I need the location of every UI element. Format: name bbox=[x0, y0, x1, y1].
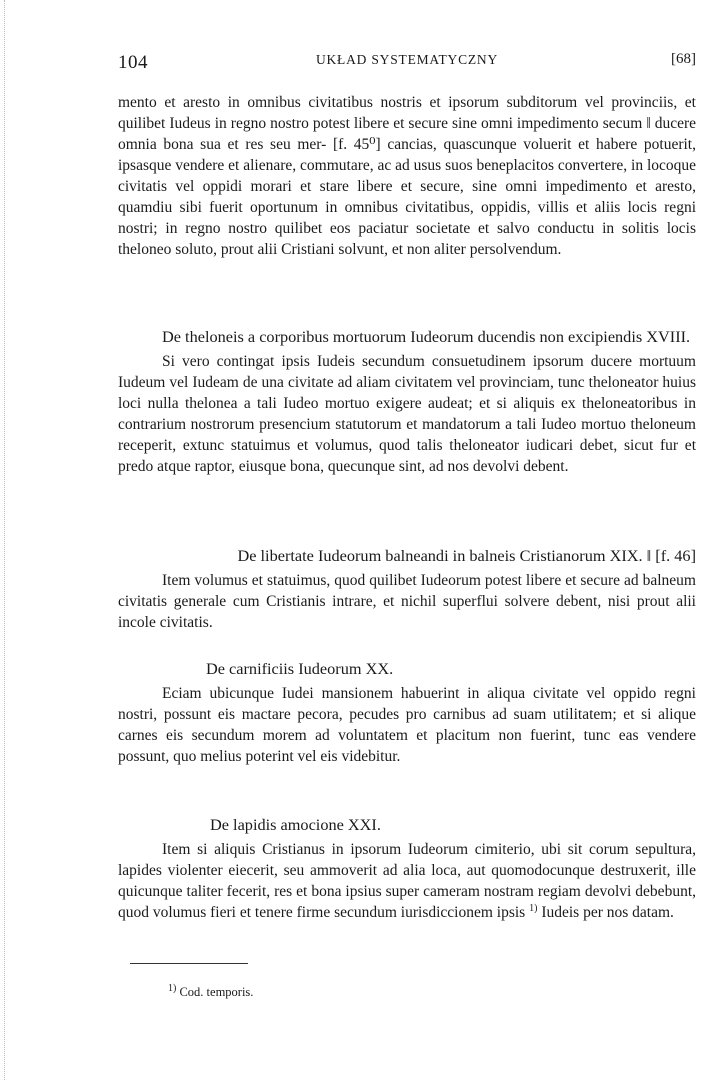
section-body-xviii: Si vero contingat ipsis Iudeis secundum consuetudinem ipsorum ducere mortuum Iudeum vel Iudeam de una civitate ad aliam civitatem vel provinciam, tunc theloneator huius loci nulla thelonea a tali Iudeo mortuo exigere audeat; et si aliquis ex theloneatoribus in contrarium nostrorum presencium statutorum et mandatorum a tali Iudeo mortuo theloneum receperit, extunc statuimus et volumus, quod talis theloneator iudicari debet, sicut fur et predo atque raptor, eiusque bona, quecunque sint, ad nos devolvi debent. bbox=[118, 353, 696, 475]
body-text-top bbox=[118, 92, 696, 260]
section-body-xxi bbox=[118, 839, 696, 923]
section-heading-xx: De carnificiis Iudeorum XX. bbox=[206, 659, 394, 678]
running-header bbox=[118, 50, 696, 72]
section-body-xx: Eciam ubicunque Iudei mansionem habuerint in aliqua civitate vel oppido regni nostri, possunt eis mactare pecora, pecudes pro carnibus ad suam utilitatem; et si alique carnes eis secundum morem ad voluntatem et placitum non fuerint, tunc eas vendere possunt, quo melius poterint vel eis videbitur. bbox=[118, 685, 696, 765]
running-title: UKŁAD SYSTEMATYCZNY bbox=[315, 52, 499, 67]
footnote-rule bbox=[130, 963, 248, 964]
section-xxi bbox=[118, 814, 696, 923]
footnote-text: Cod. temporis. bbox=[176, 985, 254, 999]
section-body-xxi-end: Iudeis per nos datam. bbox=[537, 904, 674, 921]
footnote-reference: 1) bbox=[529, 902, 538, 914]
section-xx bbox=[118, 658, 696, 767]
footnote-marker: 1) bbox=[168, 982, 177, 994]
section-heading-xxi: De lapidis amocione XXI. bbox=[210, 815, 381, 834]
scan-edge bbox=[4, 0, 6, 1080]
page-number: 104 bbox=[118, 52, 148, 73]
paragraph-continuation: mento et aresto in omnibus civitatibus nostris et ipsorum subditorum vel provinciis, et quilibet Iudeus in regno nostro potest libere et secure sine omni impedimento secum ‖ ducere omnia bona sua et res seu mer- [f. 45⁰] cancias, quascunque voluerit et habere potuerit, ipsasque vendere et alienare, commutare, ac ad usus suos beneplacitos convertere, in locoque civitatis vel oppidi morari et stare libere et secure, sine omni impedimento et aresto, quamdiu sibi fuerit oportunum in omnibus civitatibus, oppidis, villis et aliis locis regni nostri; in regno nostro quilibet eos paciatur societate et salvo conductu in solitis locis theloneo soluto, prout alii Cristiani solvunt, et non aliter persolvendum. bbox=[118, 94, 697, 258]
footnote bbox=[168, 982, 254, 1000]
section-body-xxi-text: Item si aliquis Cristianus in ipsorum Iudeorum cimiterio, ubi sit corum sepultura, lapides violenter eiecerit, seu ammoverit ad alia loca, aut quomodocunque destruxerit, ille quicunque taliter fecerit, res et bona ipsius super cameram nostram regiam devolvi debebunt, quod volumus fieri et tenere firme secundum iurisdiccionem ipsis bbox=[118, 841, 696, 921]
folio-marker: [68] bbox=[671, 51, 696, 67]
section-body-xix: Item volumus et statuimus, quod quilibet Iudeorum potest libere et secure ad balneum civitatis generale cum Cristianis intrare, et nichil superflui solvere debent, nisi prout alii incole civitatis. bbox=[118, 572, 696, 631]
section-heading-xix: De libertate Iudeorum balneandi in balneis Cristianorum XIX. ‖ [f. 46] bbox=[237, 546, 696, 565]
section-xviii bbox=[118, 326, 696, 477]
section-xix bbox=[118, 545, 696, 633]
section-heading-xviii: De theloneis a corporibus mortuorum Iudeorum ducendis non excipiendis XVIII. bbox=[162, 327, 691, 346]
